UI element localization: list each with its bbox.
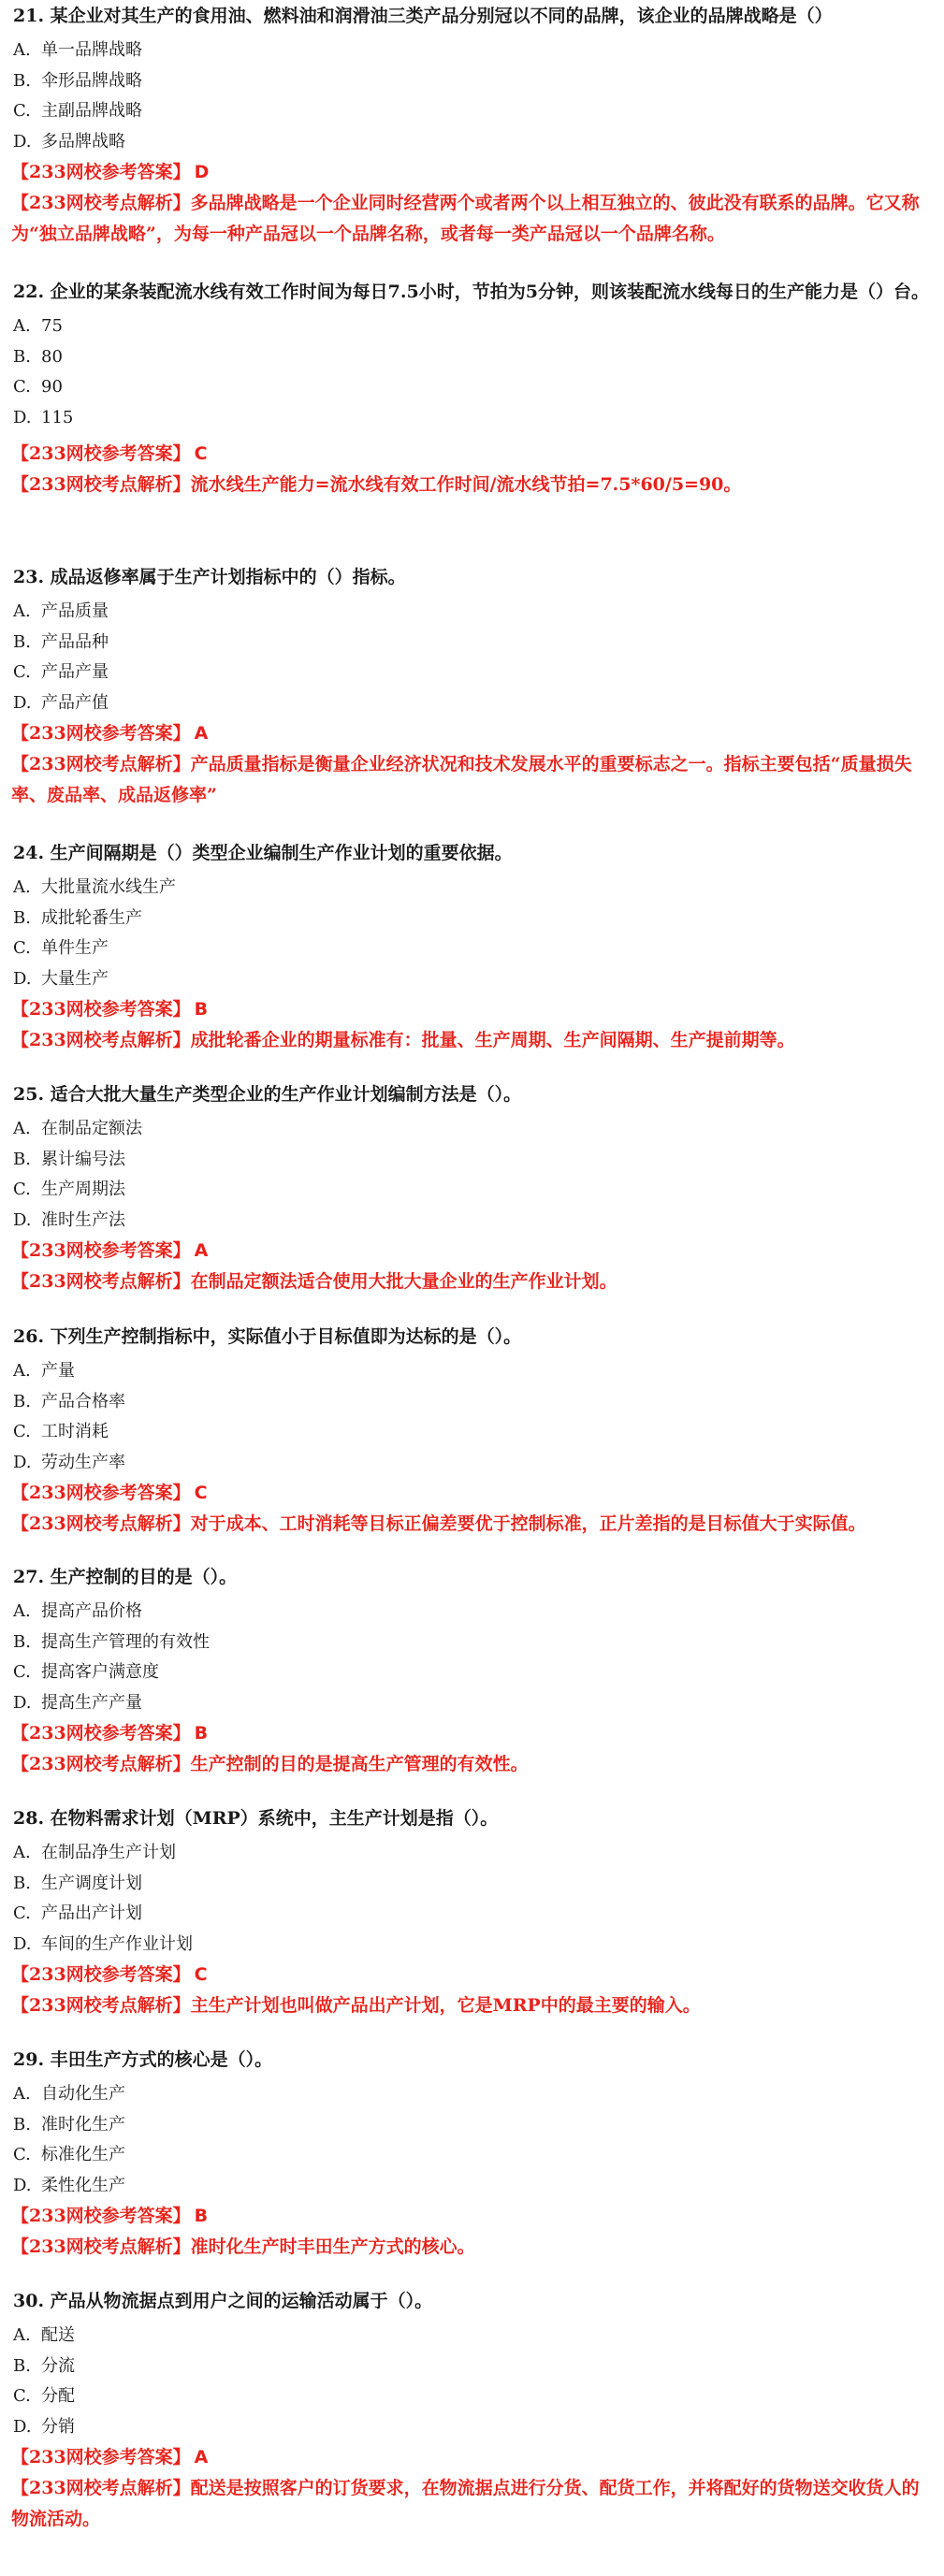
answer-tag: 【233网校参考答案】 xyxy=(11,443,191,464)
option-c: C. 提高客户满意度 xyxy=(13,1662,159,1682)
question-stem: 26. 下列生产控制指标中，实际值小于目标值即为达标的是（）。 xyxy=(13,1326,522,1347)
option-a: A. 单一品牌战略 xyxy=(13,40,142,60)
question-block xyxy=(11,561,933,811)
answer-line xyxy=(11,2442,933,2473)
answer-value: C xyxy=(194,443,208,464)
option-d: D. 车间的生产作业计划 xyxy=(13,1933,193,1954)
option-d: D. 大量生产 xyxy=(13,968,109,989)
explanation-tag: 【233网校考点解析】 xyxy=(11,1754,191,1774)
question-stem: 22. 企业的某条装配流水线有效工作时间为每日7.5小时，节拍为5分钟，则该装配流水线每日的生产能力是（）台。 xyxy=(13,282,929,302)
answer-value: B xyxy=(194,999,209,1020)
explanation-tag: 【233网校考点解析】 xyxy=(11,1030,191,1050)
answer-line xyxy=(11,1478,933,1509)
explanation-tag: 【233网校考点解析】 xyxy=(11,1995,191,2016)
answer-line xyxy=(11,1960,933,1990)
option-b: B. 产品合格率 xyxy=(13,1391,125,1411)
explanation-line xyxy=(11,2232,933,2263)
question-stem: 25. 适合大批大量生产类型企业的生产作业计划编制方法是（）。 xyxy=(13,1084,522,1105)
option-d: D. 多品牌战略 xyxy=(13,131,125,152)
answer-value: A xyxy=(194,2447,209,2467)
explanation-text: 在制品定额法适合使用大批大量企业的生产作业计划。 xyxy=(190,1271,617,1292)
explanation-tag: 【233网校考点解析】 xyxy=(11,2478,191,2498)
question-block xyxy=(11,837,933,1056)
option-d: D. 准时生产法 xyxy=(13,1209,125,1230)
option-c: C. 主副品牌战略 xyxy=(13,101,142,121)
answer-line xyxy=(11,718,933,749)
option-c: C. 标准化生产 xyxy=(13,2145,125,2164)
option-d: D. 115 xyxy=(13,407,74,427)
explanation-tag: 【233网校考点解析】 xyxy=(11,1513,191,1534)
option-a: A. 在制品定额法 xyxy=(13,1119,142,1138)
answer-value: A xyxy=(194,723,209,744)
question-stem: 30. 产品从物流据点到用户之间的运输活动属于（）。 xyxy=(13,2291,433,2311)
option-d: D. 劳动生产率 xyxy=(13,1452,125,1472)
explanation-line xyxy=(11,1509,933,1540)
answer-value: C xyxy=(194,1964,208,1985)
option-b: B. 80 xyxy=(13,346,63,367)
option-a: A. 配送 xyxy=(13,2325,75,2345)
question-block xyxy=(11,1802,933,2021)
option-d: D. 柔性化生产 xyxy=(13,2175,125,2195)
explanation-text: 成批轮番企业的期量标准有：批量、生产周期、生产间隔期、生产提前期等。 xyxy=(190,1030,795,1050)
answer-line xyxy=(11,157,933,188)
explanation-tag: 【233网校考点解析】 xyxy=(11,1271,191,1292)
question-stem: 24. 生产间隔期是（）类型企业编制生产作业计划的重要依据。 xyxy=(13,843,513,863)
question-stem: 29. 丰田生产方式的核心是（）。 xyxy=(13,2049,273,2070)
explanation-tag: 【233网校考点解析】 xyxy=(11,754,191,774)
question-stem: 27. 生产控制的目的是（）。 xyxy=(13,1567,238,1587)
option-b: B. 伞形品牌战略 xyxy=(13,70,142,91)
answer-tag: 【233网校参考答案】 xyxy=(11,2447,191,2467)
option-a: A. 提高产品价格 xyxy=(13,1601,142,1621)
explanation-line xyxy=(11,1990,933,2021)
option-c: C. 产品产量 xyxy=(13,662,109,682)
option-a: A. 自动化生产 xyxy=(13,2084,125,2104)
answer-line xyxy=(11,1718,933,1749)
explanation-line xyxy=(11,2473,933,2535)
answer-line xyxy=(11,1236,933,1266)
option-a: A. 产量 xyxy=(13,1361,75,1381)
question-block xyxy=(11,1078,933,1297)
explanation-text: 流水线生产能力=流水线有效工作时间/流水线节拍=7.5*60/5=90。 xyxy=(190,474,742,495)
answer-tag: 【233网校参考答案】 xyxy=(11,999,191,1020)
option-a: A. 在制品净生产计划 xyxy=(13,1843,176,1862)
question-block xyxy=(11,1561,933,1780)
answer-value: D xyxy=(194,162,210,182)
explanation-text: 多品牌战略是一个企业同时经营两个或者两个以上相互独立的、彼此没有联系的品牌。它又称为“独立品牌战略”，为每一种产品冠以一个品牌名称，或者每一类产品冠以一个品牌名称。 xyxy=(11,193,920,244)
explanation-text: 对于成本、工时消耗等目标正偏差要优于控制标准，正片差指的是目标值大于实际值。 xyxy=(190,1513,866,1534)
question-block xyxy=(11,2285,933,2535)
explanation-tag: 【233网校考点解析】 xyxy=(11,2236,191,2257)
option-d: D. 分销 xyxy=(13,2416,75,2437)
question-block xyxy=(11,276,933,500)
explanation-tag: 【233网校考点解析】 xyxy=(11,474,191,495)
explanation-line xyxy=(11,1266,933,1297)
answer-tag: 【233网校参考答案】 xyxy=(11,1240,191,1261)
question-block xyxy=(11,0,933,250)
option-c: C. 工时消耗 xyxy=(13,1422,109,1441)
explanation-text: 生产控制的目的是提高生产管理的有效性。 xyxy=(190,1754,529,1774)
option-d: D. 产品产值 xyxy=(13,692,109,713)
answer-tag: 【233网校参考答案】 xyxy=(11,1483,191,1503)
option-c: C. 产品出产计划 xyxy=(13,1903,142,1923)
answer-tag: 【233网校参考答案】 xyxy=(11,1964,191,1985)
answer-value: C xyxy=(194,1483,208,1503)
option-c: C. 单件生产 xyxy=(13,938,109,958)
question-block xyxy=(11,2044,933,2263)
explanation-line xyxy=(11,749,933,811)
question-stem: 28. 在物料需求计划（MRP）系统中，主生产计划是指（）。 xyxy=(13,1808,499,1829)
answer-tag: 【233网校参考答案】 xyxy=(11,162,191,182)
option-b: B. 累计编号法 xyxy=(13,1149,125,1169)
answer-tag: 【233网校参考答案】 xyxy=(11,723,191,744)
question-stem: 23. 成品返修率属于生产计划指标中的（）指标。 xyxy=(13,567,406,587)
explanation-tag: 【233网校考点解析】 xyxy=(11,193,191,213)
answer-value: B xyxy=(194,2206,209,2226)
answer-line xyxy=(11,439,933,470)
option-d: D. 提高生产产量 xyxy=(13,1692,142,1713)
option-c: C. 生产周期法 xyxy=(13,1179,125,1199)
option-c: C. 90 xyxy=(13,377,63,397)
option-b: B. 产品品种 xyxy=(13,631,109,652)
explanation-line xyxy=(11,470,933,500)
option-c: C. 分配 xyxy=(13,2386,75,2406)
answer-tag: 【233网校参考答案】 xyxy=(11,1723,191,1744)
explanation-line xyxy=(11,1749,933,1780)
option-a: A. 大批量流水线生产 xyxy=(13,877,176,897)
explanation-text: 主生产计划也叫做产品出产计划，它是MRP中的最主要的输入。 xyxy=(190,1995,701,2016)
explanation-line xyxy=(11,188,933,250)
option-b: B. 提高生产管理的有效性 xyxy=(13,1631,210,1652)
explanation-text: 产品质量指标是衡量企业经济状况和技术发展水平的重要标志之一。指标主要包括“质量损失率、废品率、成品返修率” xyxy=(11,754,912,805)
answer-line xyxy=(11,2201,933,2232)
answer-tag: 【233网校参考答案】 xyxy=(11,2206,191,2226)
option-b: B. 分流 xyxy=(13,2355,75,2376)
explanation-text: 配送是按照客户的订货要求，在物流据点进行分货、配货工作，并将配好的货物送交收货人的物流活动。 xyxy=(11,2478,920,2529)
option-b: B. 成批轮番生产 xyxy=(13,907,142,928)
answer-value: A xyxy=(194,1240,209,1261)
option-a: A. 产品质量 xyxy=(13,601,109,621)
option-b: B. 准时化生产 xyxy=(13,2114,125,2135)
question-block xyxy=(11,1321,933,1540)
question-stem: 21. 某企业对其生产的食用油、燃料油和润滑油三类产品分别冠以不同的品牌，该企业的品牌战略是（） xyxy=(13,6,833,26)
explanation-line xyxy=(11,1025,933,1056)
explanation-text: 准时化生产时丰田生产方式的核心。 xyxy=(190,2236,475,2257)
answer-value: B xyxy=(194,1723,209,1744)
option-b: B. 生产调度计划 xyxy=(13,1873,142,1893)
answer-line xyxy=(11,994,933,1025)
option-a: A. 75 xyxy=(13,316,63,336)
